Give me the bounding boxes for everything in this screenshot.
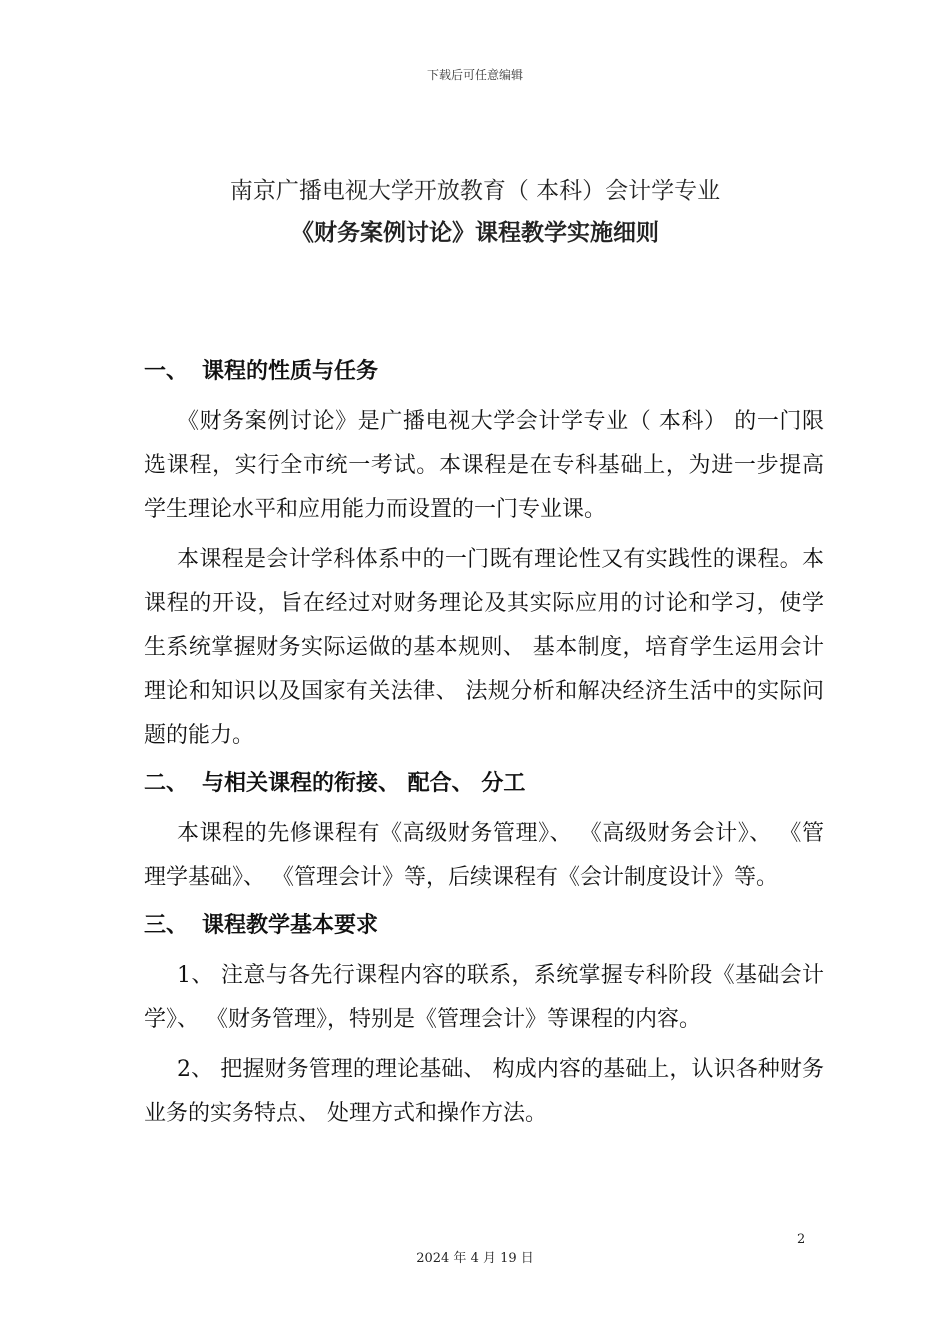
page-header-note: 下载后可任意编辑 — [426, 68, 523, 82]
list-item — [144, 954, 824, 1042]
section-title: 课程教学基本要求 — [202, 913, 379, 938]
section-number: 一、 — [144, 359, 189, 384]
footer-date: 2024 年 4 月 19 日 — [416, 1251, 534, 1266]
section-heading-3 — [144, 906, 824, 946]
list-item — [144, 1048, 824, 1136]
section-title: 课程的性质与任务 — [202, 359, 379, 384]
section-heading-1 — [144, 352, 824, 392]
paragraph: 本课程的先修课程有《高级财务管理》、 《高级财务会计》、 《管理学基础》、 《管理会计》等，后续课程有《会计制度设计》等。 — [144, 821, 824, 890]
list-item-text: 把握财务管理的理论基础、 构成内容的基础上，认识各种财务业务的实务特点、 处理方式和操作方法。 — [144, 1057, 824, 1126]
document-title-line-2: 《财务案例讨论》课程教学实施细则 — [291, 220, 659, 246]
document-title-line-1: 南京广播电视大学开放教育（ 本科）会计学专业 — [229, 178, 721, 204]
section-title: 与相关课程的衔接、 配合、 分工 — [202, 771, 526, 796]
list-item-text: 注意与各先行课程内容的联系，系统掌握专科阶段《基础会计学》、 《财务管理》，特别是《管理会计》等课程的内容。 — [144, 963, 824, 1032]
section-number: 三、 — [144, 913, 189, 938]
document-body — [144, 352, 824, 1142]
list-item-number: 2、 — [177, 1057, 214, 1082]
list-item-number: 1、 — [177, 963, 214, 988]
paragraph: 本课程是会计学科体系中的一门既有理论性又有实践性的课程。本课程的开设，旨在经过对财务理论及其实际应用的讨论和学习，使学生系统掌握财务实际运做的基本规则、 基本制度，培育学生运用会计理论和知识以及国家有关法律、 法规分析和解决经济生活中的实际问题的能力。 — [144, 547, 824, 748]
paragraph: 《财务案例讨论》是广播电视大学会计学专业（ 本科） 的一门限选课程，实行全市统一考试。本课程是在专科基础上，为进一步提高学生理论水平和应用能力而设置的一门专业课。 — [144, 409, 824, 522]
section-number: 二、 — [144, 771, 189, 796]
section-heading-2 — [144, 764, 824, 804]
page-number: 2 — [797, 1232, 806, 1247]
